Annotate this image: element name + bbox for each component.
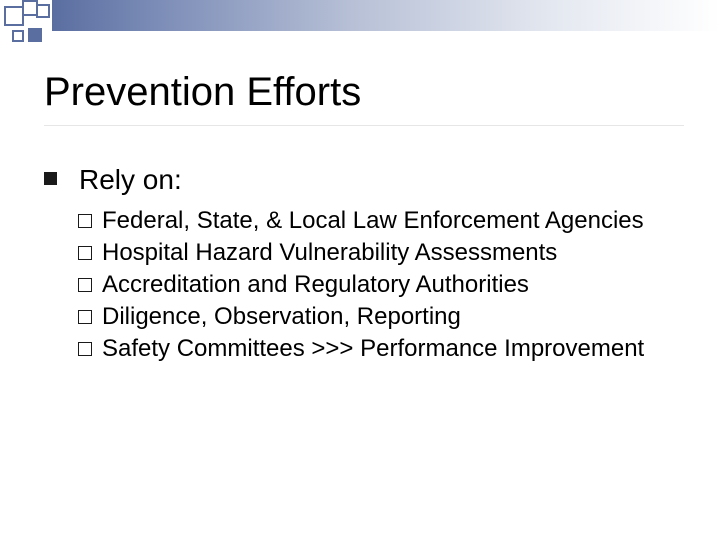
checkbox-bullet-icon <box>78 246 92 260</box>
checkbox-bullet-icon <box>78 310 92 324</box>
decor-square-3 <box>36 4 50 18</box>
decor-square-4 <box>28 28 42 42</box>
checkbox-bullet-icon <box>78 342 92 356</box>
list-item <box>78 237 678 269</box>
header-gradient-bar <box>52 0 720 31</box>
checkbox-bullet-icon <box>78 214 92 228</box>
checkbox-bullet-icon <box>78 278 92 292</box>
main-bullet-text: Rely on: <box>79 164 182 195</box>
sub-bullet-list <box>78 205 678 365</box>
list-item <box>78 269 678 301</box>
main-bullet <box>44 163 182 197</box>
square-bullet-icon <box>44 172 57 185</box>
decor-square-5 <box>12 30 24 42</box>
list-item <box>78 301 678 333</box>
header-decoration <box>0 0 720 48</box>
list-item-text: Hospital Hazard Vulnerability Assessments <box>102 239 558 266</box>
list-item <box>78 205 678 237</box>
list-item-text: Safety Committees >>> Performance Improvement <box>102 335 645 362</box>
title-divider <box>44 125 684 126</box>
decor-square-1 <box>4 6 24 26</box>
slide-title: Prevention Efforts <box>44 70 362 114</box>
list-item-text: Accreditation and Regulatory Authorities <box>102 271 529 298</box>
list-item <box>78 333 678 365</box>
list-item-text: Diligence, Observation, Reporting <box>102 303 461 330</box>
list-item-text: Federal, State, & Local Law Enforcement Agencies <box>102 207 644 234</box>
